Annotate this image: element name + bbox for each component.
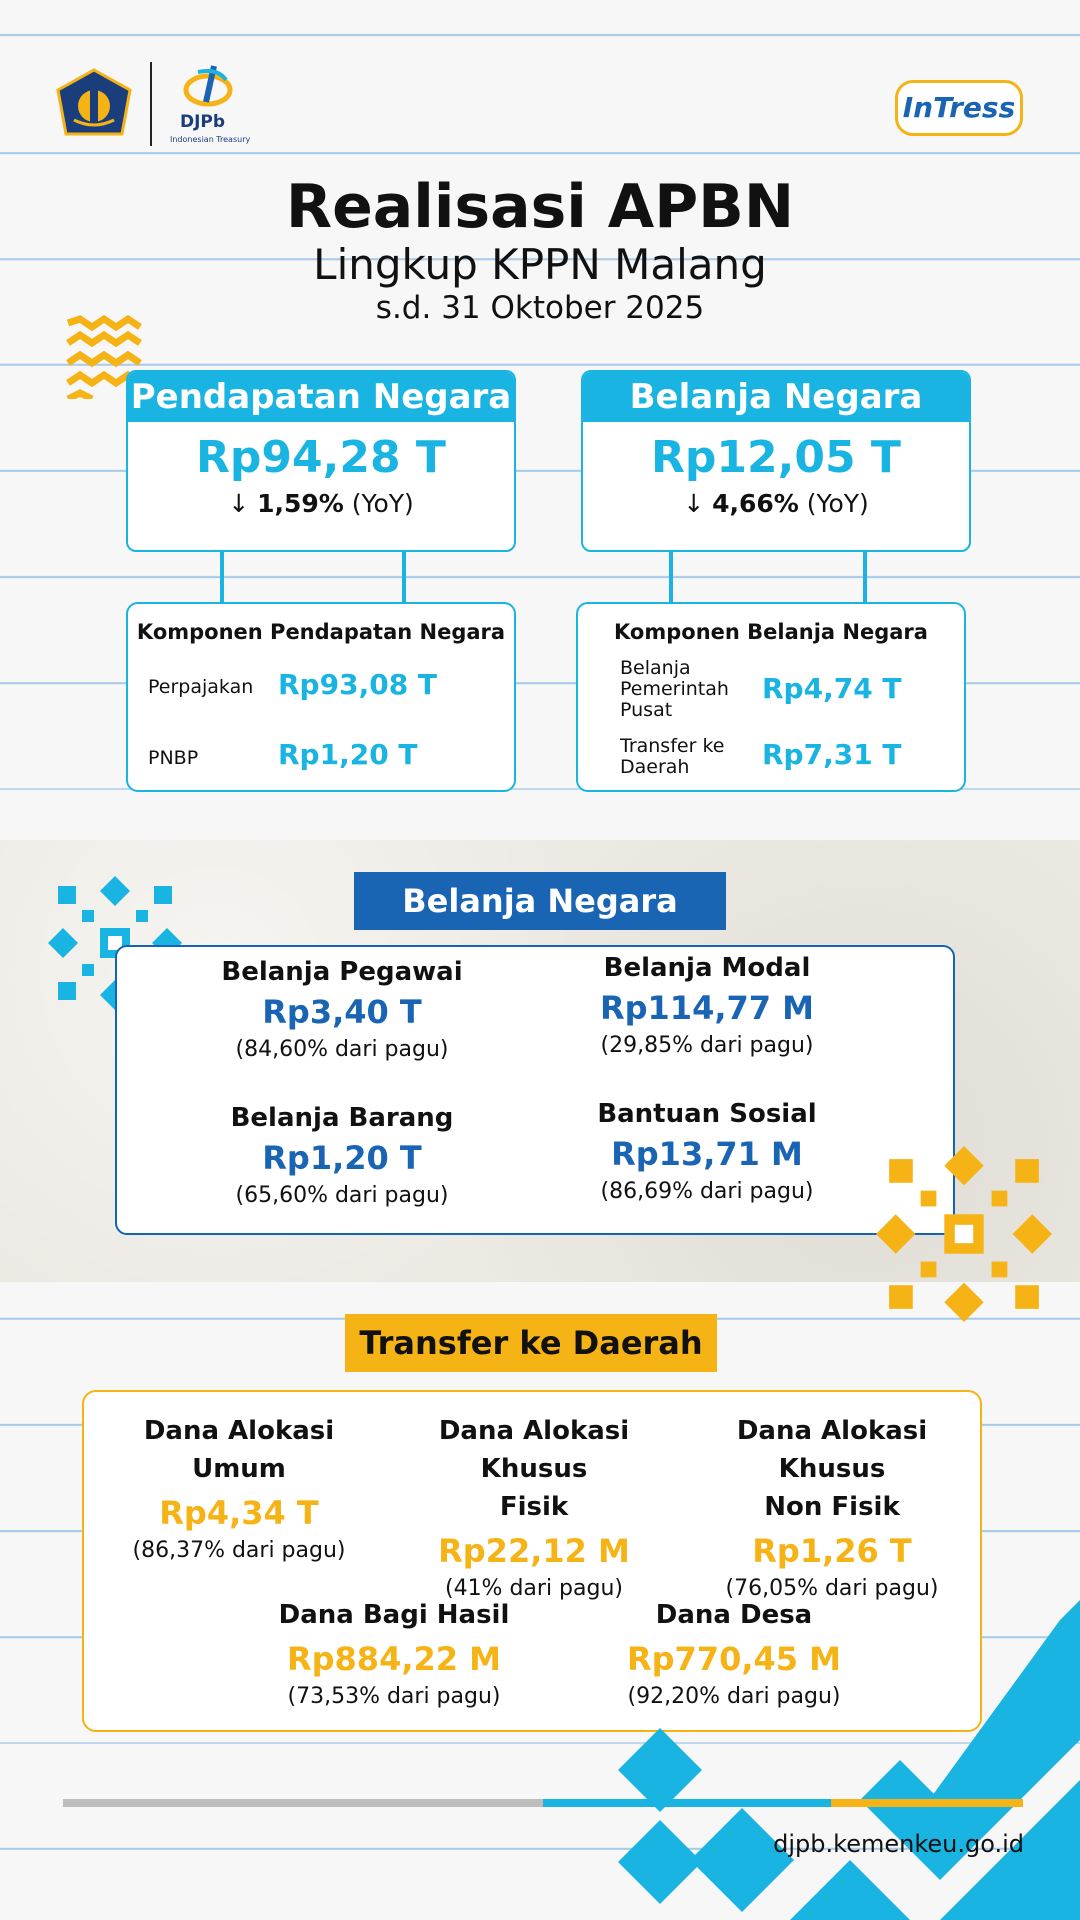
belanja-value: Rp12,05 T [651,432,901,483]
footer-url[interactable]: djpb.kemenkeu.go.id [773,1830,1024,1858]
belanja-item-value: Rp114,77 M [599,989,814,1027]
belanja-item-value: Rp1,20 T [262,1139,422,1177]
belanja-yoy [583,489,969,518]
pendapatan-yoy-label: (YoY) [351,489,414,518]
component-label: Perpajakan [148,676,254,698]
pendapatan-value: Rp94,28 T [196,432,446,483]
tkd-item [244,1596,544,1709]
tkd-item-value: Rp770,45 M [626,1640,841,1678]
pendapatan-heading: Pendapatan Negara [128,372,514,422]
tkd-item-name: Fisik [499,1492,569,1522]
page-subtitle: Lingkup KPPN Malang [313,240,767,289]
belanja-item [537,1099,877,1204]
belanja-heading: Belanja Negara [583,372,969,422]
belanja-item-name: Belanja Modal [603,953,811,983]
tkd-item-pct: (92,20% dari pagu) [627,1684,841,1709]
belanja-item-value: Rp13,71 M [611,1135,803,1173]
component-label: PNBP [148,747,199,769]
belanja-item [177,957,507,1062]
footer-bar-cyan [543,1799,831,1807]
tkd-item-pct: (41% dari pagu) [444,1576,623,1601]
belanja-item-name: Belanja Barang [230,1103,454,1133]
component-value: Rp7,31 T [762,738,902,771]
tkd-item-name: Dana Desa [655,1600,813,1630]
belanja-item-value: Rp3,40 T [262,993,422,1031]
belanja-components-title: Komponen Belanja Negara [614,620,928,644]
connector-line [220,552,224,602]
component-label-line: Belanja [620,657,691,679]
tkd-item-value: Rp884,22 M [286,1640,501,1678]
tkd-item-name: Umum [192,1454,286,1484]
belanja-detail-card [115,945,955,1235]
pendapatan-components-title: Komponen Pendapatan Negara [136,620,506,644]
footer-bar-gray [63,1799,543,1807]
component-value: Rp4,74 T [762,672,902,705]
connector-line [669,552,673,602]
pendapatan-change: 1,59% [257,489,344,518]
page-title: Realisasi APBN [285,172,795,242]
belanja-item-pct: (84,60% dari pagu) [235,1037,449,1062]
component-value: Rp93,08 T [278,668,438,701]
tkd-item [686,1412,978,1601]
tkd-item-value: Rp4,34 T [159,1494,319,1532]
connector-line [402,552,406,602]
belanja-change: 4,66% [712,489,799,518]
connector-line [863,552,867,602]
tkd-item [389,1412,679,1601]
pendapatan-summary-card [126,370,516,552]
belanja-summary-card [581,370,971,552]
component-label [620,658,729,721]
belanja-components-card [576,602,966,792]
intress-brand-text: InTress [902,91,1016,124]
belanja-item-name: Bantuan Sosial [597,1099,817,1129]
component-label [620,736,724,778]
tkd-item-pct: (73,53% dari pagu) [287,1684,501,1709]
djpb-logo [168,62,258,150]
down-arrow-icon: ↓ [683,489,705,518]
tkd-item-pct: (76,05% dari pagu) [725,1576,939,1601]
header-divider [150,62,152,146]
down-arrow-icon: ↓ [228,489,250,518]
belanja-item-pct: (29,85% dari pagu) [600,1033,814,1058]
component-label-line: Pusat [620,699,673,721]
tkd-item-name: Dana Alokasi [143,1416,335,1446]
component-label-line: Pemerintah [620,678,729,700]
djpb-logo-icon [168,62,258,110]
tkd-item-name: Dana Alokasi Khusus [736,1416,928,1484]
component-value: Rp1,20 T [278,738,418,771]
kemenkeu-emblem-icon [56,68,132,138]
tkd-item [104,1412,374,1563]
page-date: s.d. 31 Oktober 2025 [375,290,705,326]
component-label-line: Transfer ke [620,735,725,757]
belanja-item-pct: (86,69% dari pagu) [600,1179,814,1204]
intress-logo-icon [895,80,1023,136]
belanja-item [537,953,877,1058]
tkd-item-name: Dana Alokasi Khusus [438,1416,630,1484]
tkd-item-value: Rp1,26 T [752,1532,912,1570]
tkd-item-value: Rp22,12 M [438,1532,630,1570]
tkd-item-name: Dana Bagi Hasil [278,1600,510,1630]
belanja-detail-heading: Belanja Negara [354,872,726,930]
diamond-pattern-decoration [560,1600,1080,1920]
tkd-heading: Transfer ke Daerah [345,1314,717,1372]
djpb-subtitle: Indonesian Treasury [170,135,251,144]
djpb-short-name: DJPb [180,112,226,132]
tkd-item-pct: (86,37% dari pagu) [132,1538,346,1563]
component-label-line: Daerah [620,756,690,778]
belanja-item-pct: (65,60% dari pagu) [235,1183,449,1208]
tkd-item-name: Non Fisik [764,1492,900,1522]
footer-bar-gold [831,1799,1023,1807]
pendapatan-yoy [128,489,514,518]
belanja-yoy-label: (YoY) [806,489,869,518]
batik-ornament-icon [876,1146,1052,1322]
pendapatan-components-card [126,602,516,792]
belanja-item [177,1103,507,1208]
belanja-item-name: Belanja Pegawai [221,957,463,987]
